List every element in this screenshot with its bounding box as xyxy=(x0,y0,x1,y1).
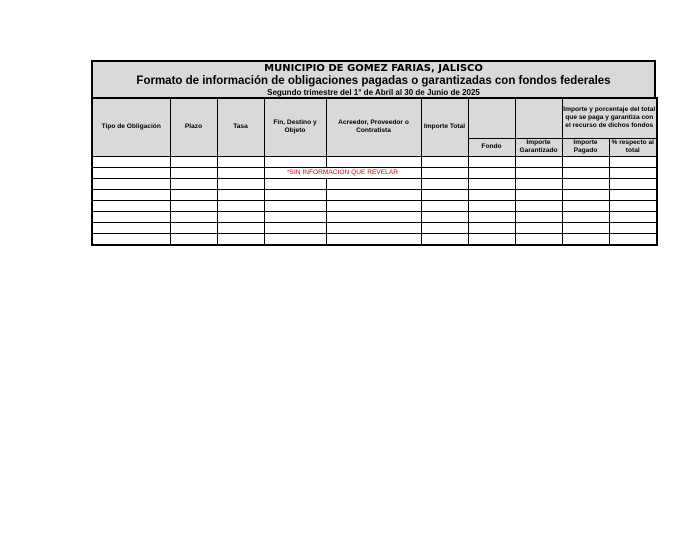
col-plazo: Plazo xyxy=(170,98,217,156)
col-tipo-obligacion: Tipo de Obligación xyxy=(92,98,170,156)
col-tasa: Tasa xyxy=(217,98,264,156)
table-row xyxy=(92,200,657,211)
col-importe-garantizado: Importe Garantizado xyxy=(515,138,562,156)
col-group-importe-porcentaje: Importe y porcentaje del total que se paga y garantiza con el recurso de dichos fondos xyxy=(562,98,657,138)
report-period: Segundo trimestre del 1° de Abril al 30 de Junio de 2025 xyxy=(267,88,480,97)
report-header xyxy=(91,60,656,97)
header-blank-2 xyxy=(515,98,562,138)
header-blank-1 xyxy=(468,98,515,138)
col-acreedor: Acreedor, Proveedor o Contratista xyxy=(326,98,421,156)
table-row xyxy=(92,178,657,189)
report-title: Formato de información de obligaciones pagadas o garantizadas con fondos federales xyxy=(136,75,611,87)
no-information-note: *SIN INFORMACION QUE REVELAR xyxy=(264,167,421,178)
table-row xyxy=(92,156,657,167)
col-porcentaje: % respecto al total xyxy=(609,138,657,156)
col-fondo: Fondo xyxy=(468,138,515,156)
obligations-table xyxy=(91,97,658,246)
col-importe-total: Importe Total xyxy=(421,98,468,156)
table-row xyxy=(92,222,657,233)
municipality-title: MUNICIPIO DE GOMEZ FARIAS, JALISCO xyxy=(264,63,483,74)
table-row xyxy=(92,211,657,222)
col-importe-pagado: Importe Pagado xyxy=(562,138,609,156)
table-row xyxy=(92,189,657,200)
table-row xyxy=(92,233,657,245)
col-fin-destino: Fin, Destino y Objeto xyxy=(264,98,326,156)
report-sheet xyxy=(91,60,656,246)
table-row xyxy=(92,167,657,178)
